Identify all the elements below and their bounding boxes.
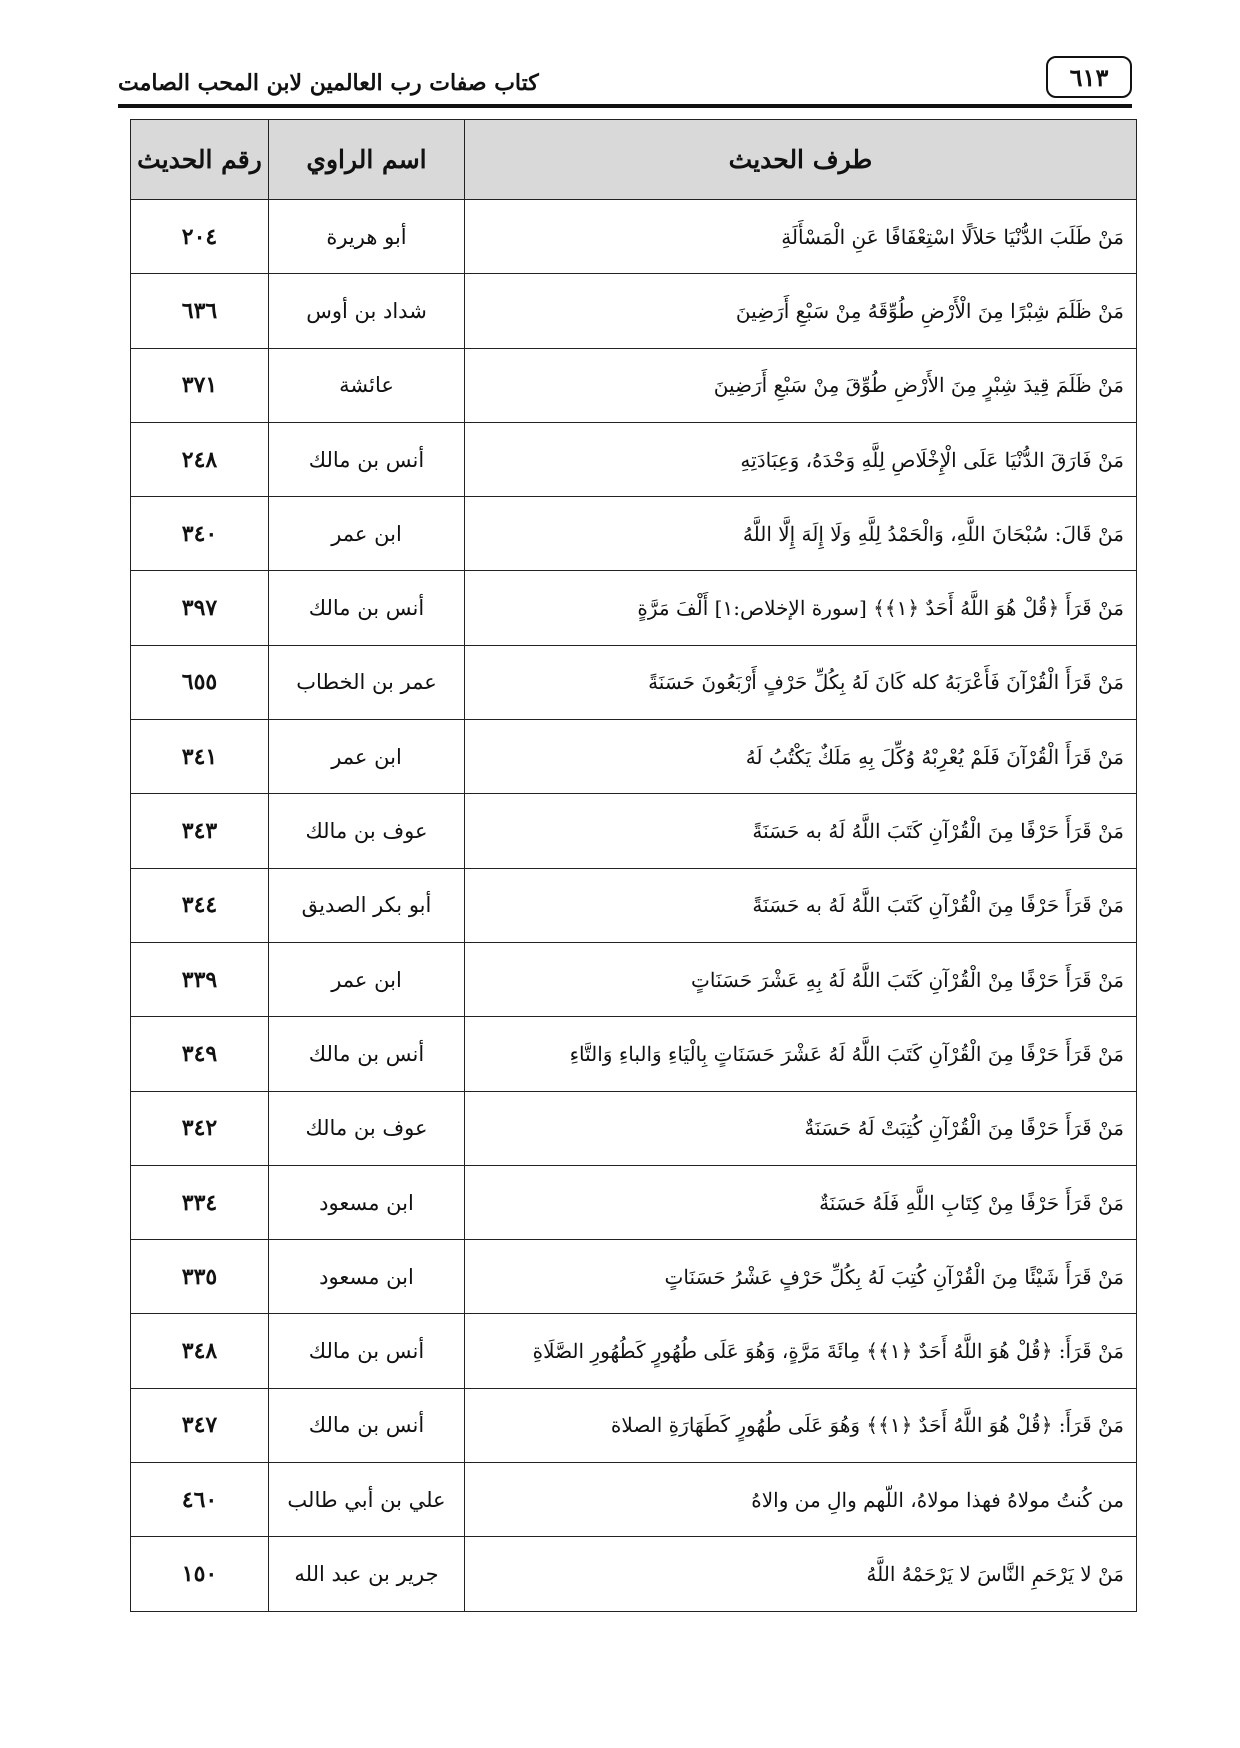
narrator-cell: شداد بن أوس (269, 274, 465, 348)
table-row (131, 645, 1137, 719)
hadith-text-cell: مَنْ ظَلَمَ شِبْرًا مِنَ الْأَرْضِ طُوِّقَهُ مِنْ سَبْعِ أَرَضِينَ (465, 274, 1137, 348)
table-row (131, 1240, 1137, 1314)
narrator-cell: أبو هريرة (269, 200, 465, 274)
table-body (131, 200, 1137, 1612)
column-header-hadith: طرف الحديث (465, 120, 1137, 200)
table-row (131, 720, 1137, 794)
hadith-number-cell: ٣٧١ (131, 348, 269, 422)
hadith-text-cell: مَنْ طَلَبَ الدُّنْيَا حَلاَلًا اسْتِعْفَافًا عَنِ الْمَسْأَلَةِ (465, 200, 1137, 274)
narrator-cell: ابن عمر (269, 942, 465, 1016)
book-title: كتاب صفات رب العالمين لابن المحب الصامت (118, 70, 539, 96)
narrator-cell: عوف بن مالك (269, 794, 465, 868)
hadith-number-cell: ٣٩٧ (131, 571, 269, 645)
hadith-text-cell: مَنْ قَرَأَ حَرْفًا مِنَ الْقُرْآنِ كُتِبَتْ لَهُ حَسَنَةٌ (465, 1091, 1137, 1165)
hadith-text-cell: مَنْ قَرَأَ حَرْفًا مِنَ الْقُرْآنِ كَتَبَ اللَّهُ لَهُ به حَسَنَةً (465, 868, 1137, 942)
hadith-number-cell: ٣٤٤ (131, 868, 269, 942)
hadith-text-cell: مَنْ قَرَأَ حَرْفًا مِنْ كِتَابِ اللَّهِ فَلَهُ حَسَنَةٌ (465, 1165, 1137, 1239)
table-row (131, 274, 1137, 348)
hadith-number-cell: ٦٥٥ (131, 645, 269, 719)
hadith-number-cell: ١٥٠ (131, 1537, 269, 1611)
narrator-cell: أنس بن مالك (269, 571, 465, 645)
hadith-number-cell: ٢٤٨ (131, 422, 269, 496)
hadith-index-table (130, 119, 1137, 1612)
page-header (118, 56, 1132, 108)
hadith-text-cell: مَنْ قَرَأَ: ﴿قُلْ هُوَ اللَّهُ أَحَدٌ ﴿١﴾﴾ وَهُوَ عَلَى طُهُورٍ كَطَهَارَةِ الصلاة (465, 1388, 1137, 1462)
hadith-number-cell: ٢٠٤ (131, 200, 269, 274)
hadith-text-cell: من كُنتُ مولاهُ فهذا مولاهُ، اللّهم والِ من والاهُ (465, 1463, 1137, 1537)
table-row (131, 348, 1137, 422)
narrator-cell: أنس بن مالك (269, 1314, 465, 1388)
table-row (131, 497, 1137, 571)
hadith-index-table-container (130, 119, 1136, 1612)
hadith-number-cell: ٣٤٧ (131, 1388, 269, 1462)
hadith-number-cell: ٤٦٠ (131, 1463, 269, 1537)
hadith-text-cell: مَنْ ظَلَمَ قِيدَ شِبْرٍ مِنَ الأَرْضِ طُوِّقَ مِنْ سَبْعِ أَرَضِينَ (465, 348, 1137, 422)
narrator-cell: عائشة (269, 348, 465, 422)
table-row (131, 1165, 1137, 1239)
table-row (131, 200, 1137, 274)
hadith-text-cell: مَنْ قَرَأَ ﴿قُلْ هُوَ اللَّهُ أَحَدٌ ﴿١﴾﴾ [سورة الإخلاص:١] أَلْفَ مَرَّةٍ (465, 571, 1137, 645)
table-row (131, 1314, 1137, 1388)
table-row (131, 571, 1137, 645)
hadith-number-cell: ٣٣٥ (131, 1240, 269, 1314)
table-row (131, 868, 1137, 942)
narrator-cell: عمر بن الخطاب (269, 645, 465, 719)
narrator-cell: ابن عمر (269, 720, 465, 794)
hadith-text-cell: مَنْ قَرَأَ: ﴿قُلْ هُوَ اللَّهُ أَحَدٌ ﴿١﴾﴾ مِائَةَ مَرَّةٍ، وَهُوَ عَلَى طُهُورٍ كَطُهُورِ الصَّلَاةِ (465, 1314, 1137, 1388)
table-row (131, 1463, 1137, 1537)
narrator-cell: علي بن أبي طالب (269, 1463, 465, 1537)
narrator-cell: عوف بن مالك (269, 1091, 465, 1165)
table-row (131, 942, 1137, 1016)
table-row (131, 1091, 1137, 1165)
hadith-text-cell: مَنْ قَرَأَ الْقُرْآنَ فَلَمْ يُعْرِبْهُ وُكِّلَ بِهِ مَلَكٌ يَكْتُبُ لَهُ (465, 720, 1137, 794)
hadith-number-cell: ٣٤٨ (131, 1314, 269, 1388)
narrator-cell: أبو بكر الصديق (269, 868, 465, 942)
hadith-number-cell: ٣٣٤ (131, 1165, 269, 1239)
narrator-cell: جرير بن عبد الله (269, 1537, 465, 1611)
table-header-row (131, 120, 1137, 200)
table-row (131, 794, 1137, 868)
hadith-number-cell: ٦٣٦ (131, 274, 269, 348)
hadith-number-cell: ٣٤٠ (131, 497, 269, 571)
table-row (131, 1017, 1137, 1091)
narrator-cell: ابن عمر (269, 497, 465, 571)
narrator-cell: أنس بن مالك (269, 1017, 465, 1091)
narrator-cell: ابن مسعود (269, 1165, 465, 1239)
hadith-text-cell: مَنْ فَارَقَ الدُّنْيَا عَلَى الْإِخْلَاصِ لِلَّهِ وَحْدَهُ، وَعِبَادَتِهِ (465, 422, 1137, 496)
header-divider (118, 104, 1132, 108)
hadith-text-cell: مَنْ قَرَأَ حَرْفًا مِنَ الْقُرْآنِ كَتَبَ اللَّهُ لَهُ به حَسَنَةً (465, 794, 1137, 868)
hadith-number-cell: ٣٤٣ (131, 794, 269, 868)
hadith-number-cell: ٣٤٢ (131, 1091, 269, 1165)
column-header-number: رقم الحديث (131, 120, 269, 200)
column-header-narrator: اسم الراوي (269, 120, 465, 200)
hadith-number-cell: ٣٤٩ (131, 1017, 269, 1091)
hadith-text-cell: مَنْ قَرَأَ حَرْفًا مِنْ الْقُرْآنِ كَتَبَ اللَّهُ لَهُ بِهِ عَشْرَ حَسَنَاتٍ (465, 942, 1137, 1016)
table-row (131, 1537, 1137, 1611)
hadith-text-cell: مَنْ قَرَأَ شَيْئًا مِنَ الْقُرْآنِ كُتِبَ لَهُ بِكُلِّ حَرْفٍ عَشْرُ حَسَنَاتٍ (465, 1240, 1137, 1314)
hadith-number-cell: ٣٣٩ (131, 942, 269, 1016)
narrator-cell: أنس بن مالك (269, 422, 465, 496)
hadith-text-cell: مَنْ قَرَأَ حَرْفًا مِنَ الْقُرْآنِ كَتَبَ اللَّهُ لَهُ عَشْرَ حَسَنَاتٍ بِالْيَاءِ وَالباءِ وَالتَّاءِ (465, 1017, 1137, 1091)
hadith-number-cell: ٣٤١ (131, 720, 269, 794)
hadith-text-cell: مَنْ لا يَرْحَمِ النَّاسَ لا يَرْحَمْهُ اللَّهُ (465, 1537, 1137, 1611)
hadith-text-cell: مَنْ قَرَأَ الْقُرْآنَ فَأَعْرَبَهُ كله كَانَ لَهُ بِكُلِّ حَرْفٍ أَرْبَعُونَ حَسَنَةً (465, 645, 1137, 719)
table-row (131, 1388, 1137, 1462)
narrator-cell: ابن مسعود (269, 1240, 465, 1314)
page-number: ٦١٣ (1046, 56, 1132, 98)
narrator-cell: أنس بن مالك (269, 1388, 465, 1462)
hadith-text-cell: مَنْ قَالَ: سُبْحَانَ اللَّهِ، وَالْحَمْدُ لِلَّهِ وَلَا إِلَهَ إِلَّا اللَّهُ (465, 497, 1137, 571)
table-row (131, 422, 1137, 496)
